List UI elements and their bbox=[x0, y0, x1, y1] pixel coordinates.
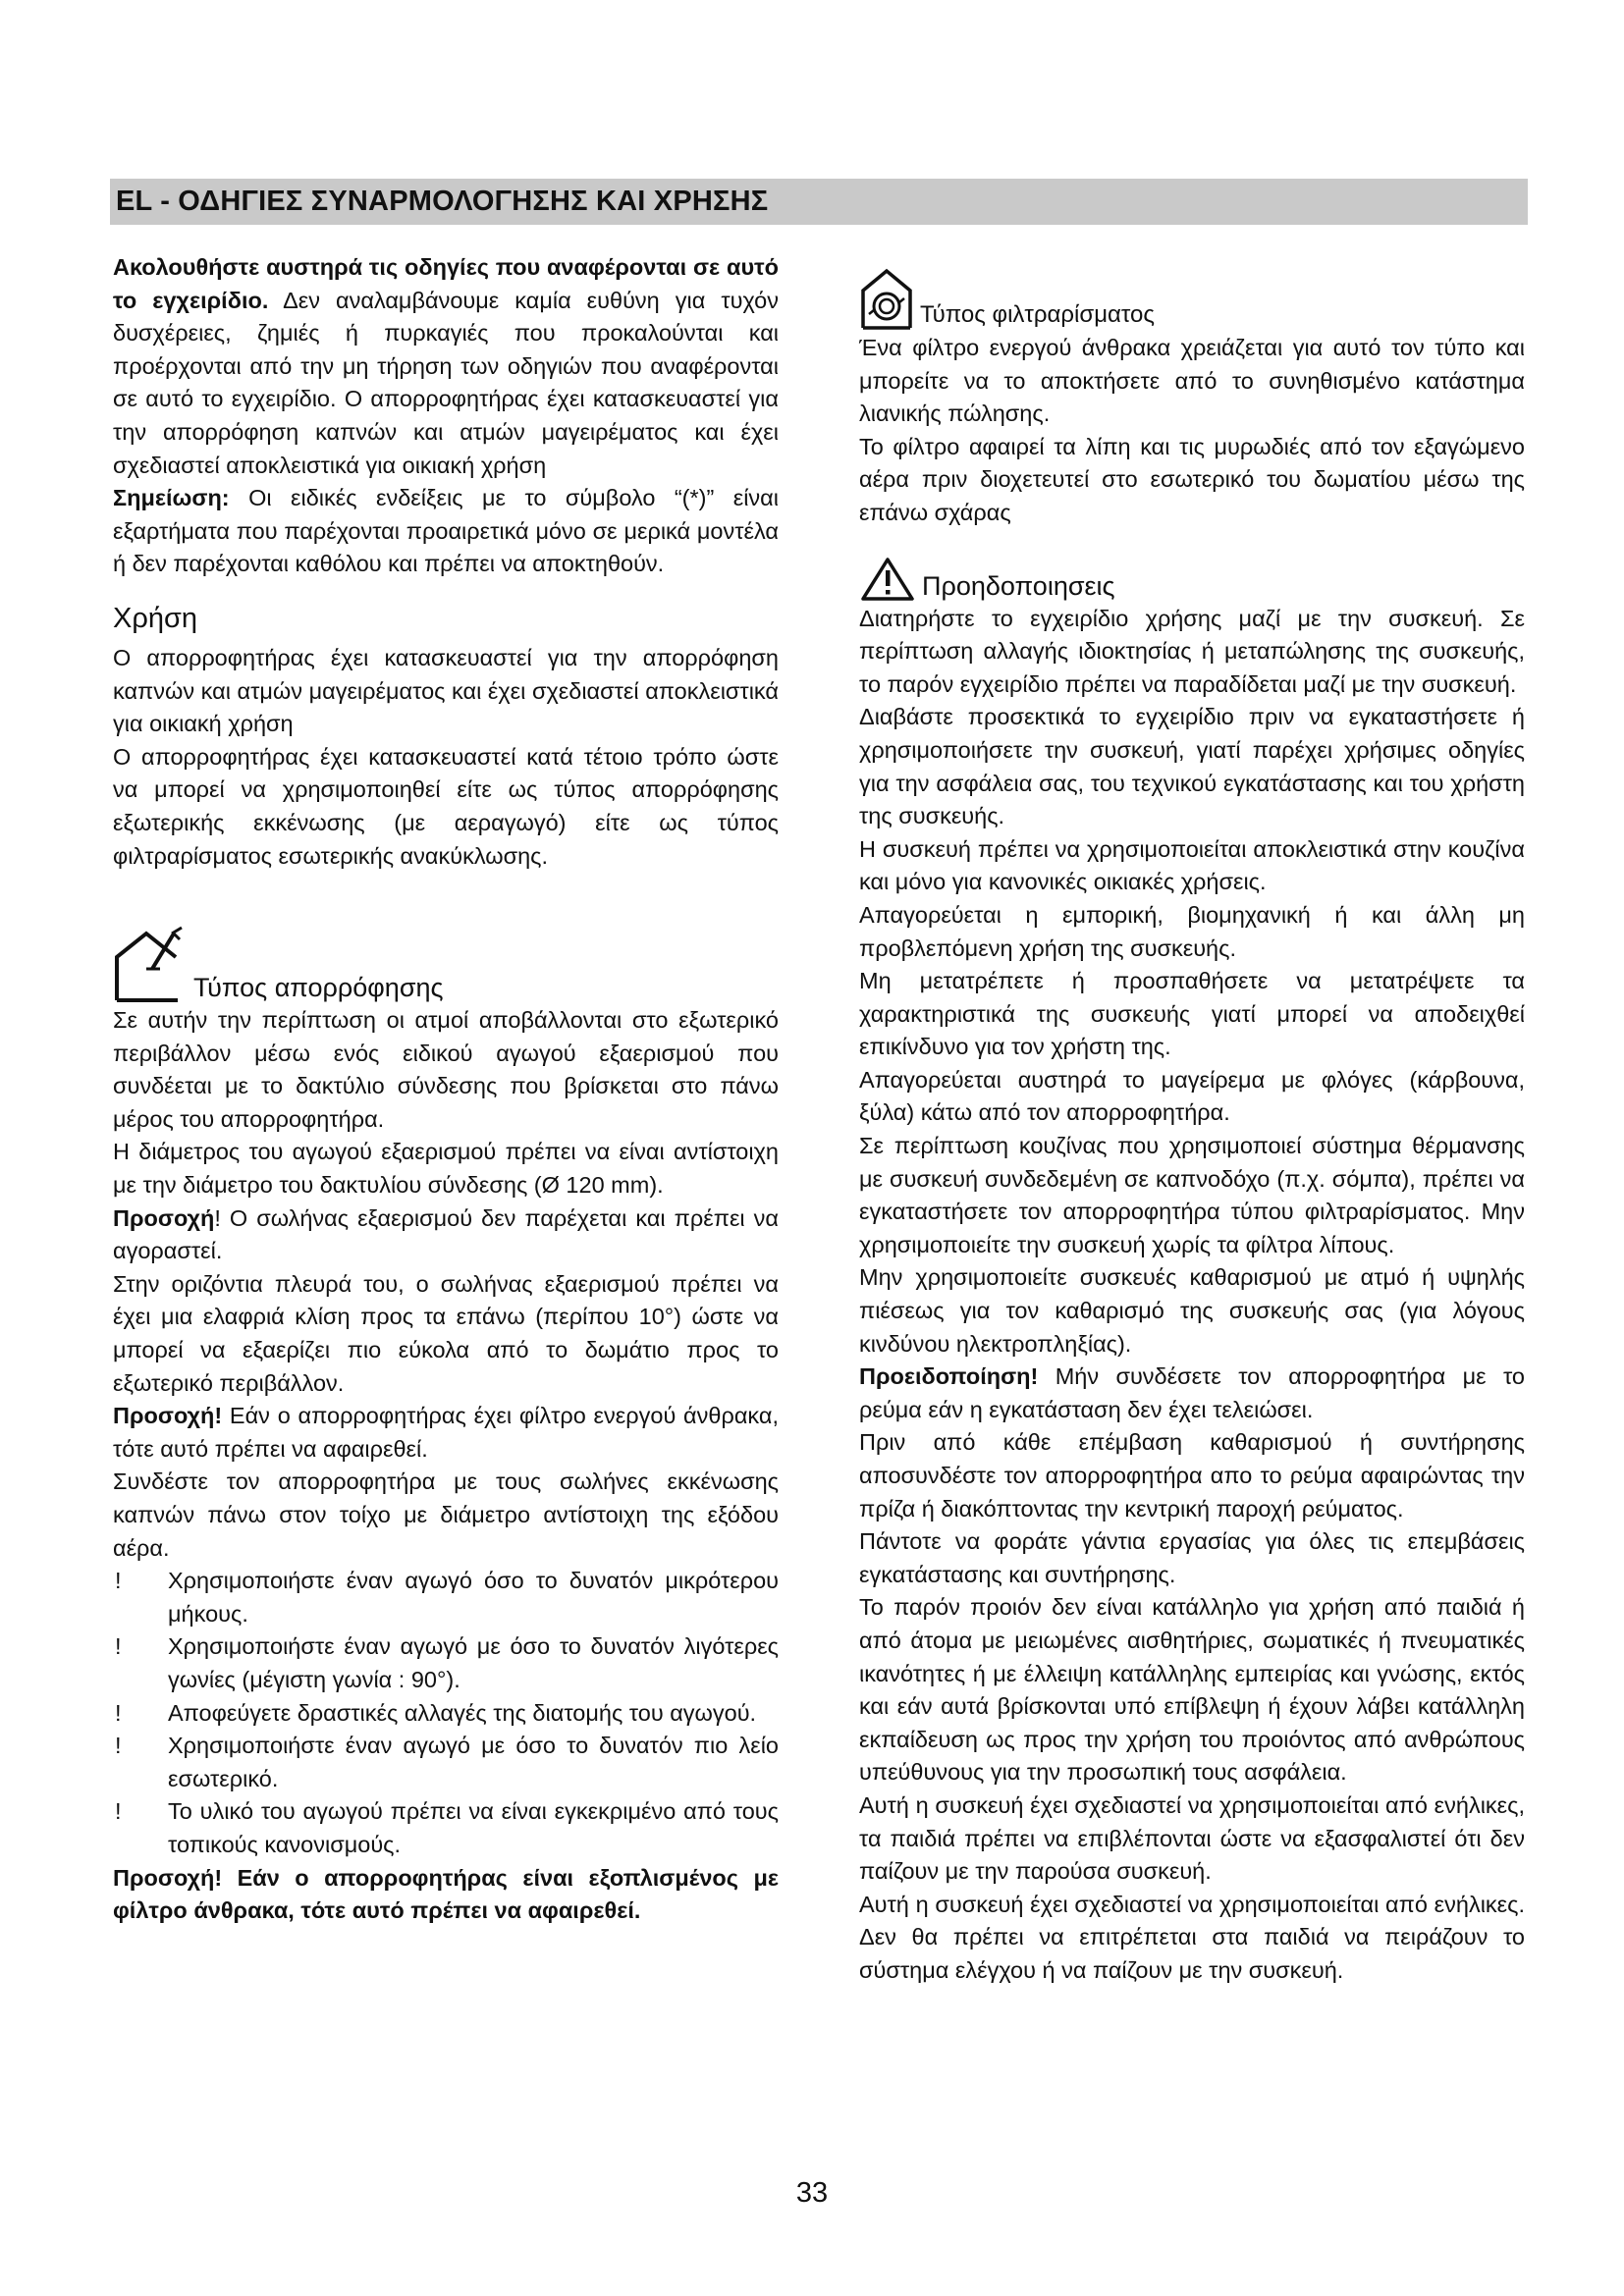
warning-paragraph: Αυτή η συσκευή έχει σχεδιαστεί να χρησιμοποιείται από ενήλικες. Δεν θα πρέπει να επιτρέπεται στα παιδιά να πειράζουν το σύστημα ελέγχου ή να παίζουν με την συσκευή. bbox=[859, 1891, 1525, 1983]
attention-paragraph-1 bbox=[113, 1202, 779, 1268]
right-column bbox=[859, 267, 1525, 1988]
warning-paragraph: Απαγορεύεται αυστηρά το μαγείρεμα με φλόγες (κάρβουνα, ξύλα) κάτω από τον απορροφητήρα. bbox=[859, 1066, 1525, 1126]
bullet-item bbox=[113, 1730, 779, 1795]
extraction-paragraph-1: Σε αυτήν την περίπτωση οι ατμοί αποβάλλονται στο εξωτερικό περιβάλλον μέσω ενός ειδικού αγωγού εξαερισμού που συνδέεται με το δακτύλιο σύνδεσης που βρίσκεται στο πάνω μέρος του απορροφητήρα. bbox=[113, 1007, 779, 1132]
use-paragraph-1: Ο απορροφητήρας έχει κατασκευαστεί για την απορρόφηση καπνών και ατμών μαγειρέματος και έχει σχεδιαστεί αποκλειστικά για οικιακή χρήση bbox=[113, 644, 779, 737]
warning-triangle-icon bbox=[859, 556, 916, 603]
attention-label-2: Προσοχή! bbox=[113, 1403, 223, 1429]
intro-text: Δεν αναλαμβάνουμε καμία ευθύνη για τυχόν δυσχέρειες, ζημιές ή πυρκαγιές που προκαλούνται και προέρχονται από την μη τήρηση των οδηγιών που αναφέρονται σε αυτό το εγχειρίδιο. Ο απορροφητήρας έχει κατασκευαστεί για την απορρόφηση καπνών και ατμών μαγειρέματος και έχει σχεδιαστεί αποκλειστικά για οικιακή χρήση bbox=[113, 287, 779, 478]
final-warning: Προσοχή! Εάν ο απορροφητήρας είναι εξοπλισμένος με φίλτρο άνθρακα, τότε αυτό πρέπει να αφαιρεθεί. bbox=[113, 1864, 779, 1924]
warning-paragraph: Διατηρήστε το εγχειρίδιο χρήσης μαζί με την συσκευή. Σε περίπτωση αλλαγής ιδιοκτησίας ή μεταπώλησης της συσκευής, το παρόν εγχειρίδιο πρέπει να παραδίδεται μαζί με την συσκευή. bbox=[859, 605, 1525, 697]
bullet-item bbox=[113, 1795, 779, 1861]
bullet-text: Χρησιμοποιήστε έναν αγωγό με όσο το δυνατόν λιγότερες γωνίες (μέγιστη γωνία : 90°). bbox=[168, 1633, 779, 1692]
attention-text-1: ! Ο σωλήνας εξαερισμού δεν παρέχεται και πρέπει να αγοραστεί. bbox=[113, 1204, 779, 1264]
warnings-title: Προηδοποιησεις bbox=[922, 570, 1115, 601]
bullet-text: Αποφεύγετε δραστικές αλλαγές της διατομής του αγωγού. bbox=[168, 1699, 757, 1726]
warning-paragraph: Το παρόν προιόν δεν είναι κατάλληλο για χρήση από παιδιά ή από άτομα με μειωμένες αισθητήριες, σωματικές ή πνευματικές ικανότητες ή με έλλειψη κατάλληλης εμπειρίας και γνώσης, εκτός και εάν αυτά βρίσκονται υπό επίβλεψη ή έχουν λάβει κατάλληλη εκπαίδευση ως προς την χρήση του προιόντος από ανθρώπους υπεύθυνους για την προσωπική τους ασφάλεια. bbox=[859, 1594, 1525, 1786]
warning-paragraph: Η συσκευή πρέπει να χρησιμοποιείται αποκλειστικά στην κουζίνα και μόνο για κανονικές οικιακές χρήσεις. bbox=[859, 835, 1525, 895]
use-heading: Χρήση bbox=[113, 602, 197, 634]
extraction-paragraph-2: Η διάμετρος του αγωγού εξαερισμού πρέπει να είναι αντίστοιχη με την διάμετρο του δακτυλίου σύνδεσης (Ø 120 mm). bbox=[113, 1139, 779, 1199]
warning-paragraph: Διαβάστε προσεκτικά το εγχειρίδιο πριν να εγκαταστήσετε ή χρησιμοποιήσετε την συσκευή, γιατί παρέχει χρήσιμες οδηγίες για την ασφάλεια σας, του τεχνικού εγκατάστασης και του χρήστη της συσκευής. bbox=[859, 704, 1525, 829]
bullet-mark: ! bbox=[115, 1699, 122, 1726]
bullet-text: Χρησιμοποιήστε έναν αγωγό με όσο το δυνατόν πιο λείο εσωτερικό. bbox=[168, 1733, 779, 1791]
warning-paragraph: Πάντοτε να φοράτε γάντια εργασίας για όλες τις επεμβάσεις εγκατάστασης και συντήρησης. bbox=[859, 1528, 1525, 1587]
warning-paragraph bbox=[859, 1361, 1525, 1426]
bullet-item bbox=[113, 1697, 779, 1731]
attention-label-1: Προσοχή bbox=[113, 1204, 215, 1231]
extraction-paragraph-3: Στην οριζόντια πλευρά του, ο σωλήνας εξαερισμού πρέπει να έχει μια ελαφριά κλίση προς τα επάνω (περίπου 10°) ώστε να μπορεί να εξαερίζει πιο εύκολα από το δωμάτιο προς το εξωτερικό περιβάλλον. bbox=[113, 1270, 779, 1396]
page-number: 33 bbox=[795, 2177, 829, 2209]
warnings-heading bbox=[859, 556, 1525, 603]
bullet-mark: ! bbox=[115, 1568, 122, 1594]
bullet-text: Χρησιμοποιήστε έναν αγωγό όσο το δυνατόν μικρότερου μήκους. bbox=[168, 1568, 779, 1627]
extraction-title: Τύπος απορρόφησης bbox=[193, 973, 444, 1003]
extraction-heading bbox=[113, 926, 779, 1004]
bullet-item bbox=[113, 1565, 779, 1630]
use-paragraph-2: Ο απορροφητήρας έχει κατασκευαστεί κατά τέτοιο τρόπο ώστε να μπορεί να χρησιμοποιηθεί είτε ως τύπος απορρόφησης εξωτερικής εκκένωσης (με αεραγωγό) είτε ως τύπος φιλτραρίσματος εσωτερικής ανακύκλωσης. bbox=[113, 743, 779, 869]
bullet-mark: ! bbox=[115, 1733, 122, 1759]
attention-paragraph-2 bbox=[113, 1400, 779, 1466]
note-text: Οι ειδικές ενδείξεις με το σύμβολο “(*)” είναι εξαρτήματα που παρέχονται προαιρετικά μόνο σε μερικά μοντέλα ή δεν παρέχονται καθόλου και πρέπει να αποκτηθούν. bbox=[113, 485, 779, 577]
warning-paragraph: Μη μετατρέπετε ή προσπαθήσετε να μετατρέψετε τα χαρακτηριστικά της συσκευής γιατί μπορεί να αποδειχθεί επικίνδυνο για τον χρήστη της. bbox=[859, 968, 1525, 1060]
left-column bbox=[113, 251, 779, 1928]
warning-paragraph: Πριν από κάθε επέμβαση καθαρισμού ή συντήρησης αποσυνδέστε τον απορροφητήρα απο το ρεύμα αφαιρώντας την πρίζα ή διακόπτοντας την κεντρική παροχή ρεύματος. bbox=[859, 1429, 1525, 1522]
bullet-text: Το υλικό του αγωγού πρέπει να είναι εγκεκριμένο από τους τοπικούς κανονισμούς. bbox=[168, 1798, 779, 1857]
page-header: EL - ΟΔΗΓΙΕΣ ΣΥΝΑΡΜΟΛΟΓΗΣΗΣ ΚΑΙ ΧΡΗΣΗΣ bbox=[110, 179, 1528, 225]
filter-paragraph-1: Ένα φίλτρο ενεργού άνθρακα χρειάζεται για αυτό τον τύπο και μπορείτε να το αποκτήσετε από το συνηθισμένο κατάστημα λιανικής πώλησης. bbox=[859, 335, 1525, 427]
filter-heading bbox=[859, 267, 1525, 332]
bullet-mark: ! bbox=[115, 1633, 122, 1660]
warning-paragraph: Σε περίπτωση κουζίνας που χρησιμοποιεί σύστημα θέρμανσης με συσκευή συνδεδεμένη σε καπνοδόχο (π.χ. σόμπα), πρέπει να εγκαταστήσετε τον απορροφητήρα τύπου φιλτραρίσματος. Μην χρησιμοποιείτε την συσκευή χωρίς τα φίλτρα λίπους. bbox=[859, 1133, 1525, 1257]
intro-paragraph bbox=[113, 251, 779, 482]
ducted-house-icon bbox=[113, 926, 188, 1004]
note-paragraph bbox=[113, 482, 779, 581]
warning-paragraph: Αυτή η συσκευή έχει σχεδιαστεί να χρησιμοποιείται από ενήλικες, τα παιδιά πρέπει να επιβλέπονται ώστε να εξασφαλιστεί ότι δεν παίζουν με την παρούσα συσκευή. bbox=[859, 1791, 1525, 1885]
caution-text: Μήν συνδέσετε τον απορροφητήρα με το ρεύμα εάν η εγκατάσταση δεν έχει τελειώσει. bbox=[859, 1363, 1525, 1422]
filter-title: Τύπος φιλτραρίσματος bbox=[920, 301, 1155, 328]
warning-paragraph: Μην χρησιμοποιείτε συσκευές καθαρισμού με ατμό ή υψηλής πιέσεως για τον καθαρισμό της συσκευής σας (για λόγους κινδύνου ηλεκτροπληξίας). bbox=[859, 1264, 1525, 1357]
bullet-mark: ! bbox=[115, 1798, 122, 1825]
caution-label: Προειδοποίηση! bbox=[859, 1363, 1039, 1390]
filter-paragraph-2: Το φίλτρο αφαιρεί τα λίπη και τις μυρωδιές από τον εξαγώμενο αέρα πριν διοχετευτεί στο εσωτερικό του δωματίου μέσω της επάνω σχάρας bbox=[859, 433, 1525, 525]
note-label: Σημείωση: bbox=[113, 485, 230, 511]
recirculation-house-icon bbox=[859, 267, 914, 332]
attention-text-2: Εάν ο απορροφητήρας έχει φίλτρο ενεργού άνθρακα, τότε αυτό πρέπει να αφαιρεθεί. bbox=[113, 1403, 779, 1462]
warning-paragraph: Απαγορεύεται η εμπορική, βιομηχανική ή και άλλη μη προβλεπόμενη χρήση της συσκευής. bbox=[859, 901, 1525, 961]
intro-bold: Ακολουθήστε αυστηρά τις οδηγίες που αναφέρονται σε αυτό το εγχειρίδιο. bbox=[113, 254, 779, 313]
extraction-paragraph-4: Συνδέστε τον απορροφητήρα με τους σωλήνες εκκένωσης καπνών πάνω στον τοίχο με διάμετρο αντίστοιχη της εξόδου αέρα. bbox=[113, 1468, 779, 1561]
bullet-item bbox=[113, 1630, 779, 1696]
